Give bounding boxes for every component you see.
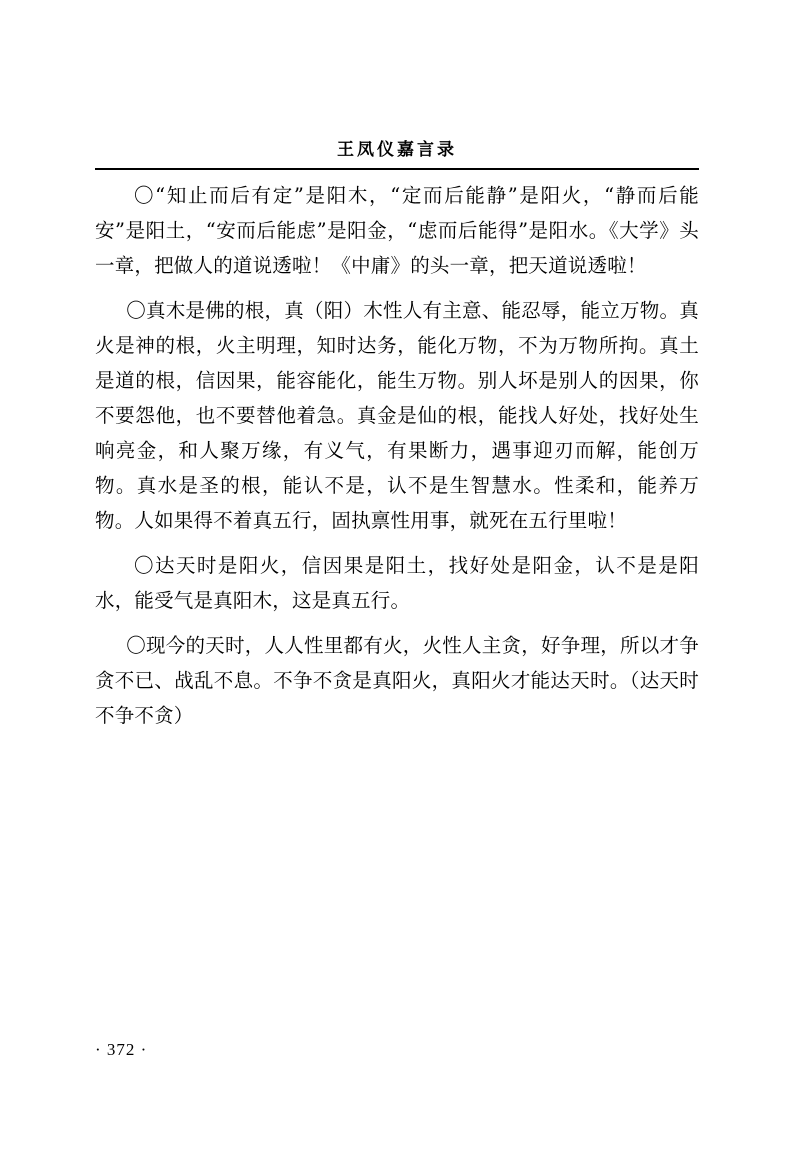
body-paragraph-3: 〇达天时是阳火，信因果是阳土，找好处是阳金，认不是是阳水，能受气是真阳木，这是真五行。 bbox=[95, 554, 699, 612]
page-number: · 372 · bbox=[95, 1040, 148, 1059]
running-head-title: 王凤仪嘉言录 bbox=[337, 140, 457, 159]
body-paragraph-4: 〇现今的天时，人人性里都有火，火性人主贪，好争理，所以才争贪不已、战乱不息。不争不贪是真阳火，真阳火才能达天时。（达天时不争不贪） bbox=[95, 634, 699, 727]
body-paragraph-2: 〇真木是佛的根，真（阳）木性人有主意、能忍辱，能立万物。真火是神的根，火主明理，知时达务，能化万物，不为万物所拘。真土是道的根，信因果，能容能化，能生万物。别人坏是别人的因果，你不要怨他，也不要替他着急。真金是仙的根，能找人好处，找好处生响亮金，和人聚万缘，有义气，有果断力，遇事迎刃而解，能创万物。真水是圣的根，能认不是，认不是生智慧水。性柔和，能养万物。人如果得不着真五行，固执禀性用事，就死在五行里啦！ bbox=[95, 299, 699, 532]
page-body bbox=[95, 178, 699, 743]
page-header bbox=[95, 135, 699, 170]
page-footer bbox=[95, 1040, 699, 1060]
body-paragraph-1: 〇“知止而后有定”是阳木，“定而后能静”是阳火，“静而后能安”是阳土，“安而后能虑”是阳金，“虑而后能得”是阳水。《大学》头一章，把做人的道说透啦！《中庸》的头一章，把天道说透啦！ bbox=[95, 184, 699, 277]
header-divider bbox=[95, 168, 699, 170]
